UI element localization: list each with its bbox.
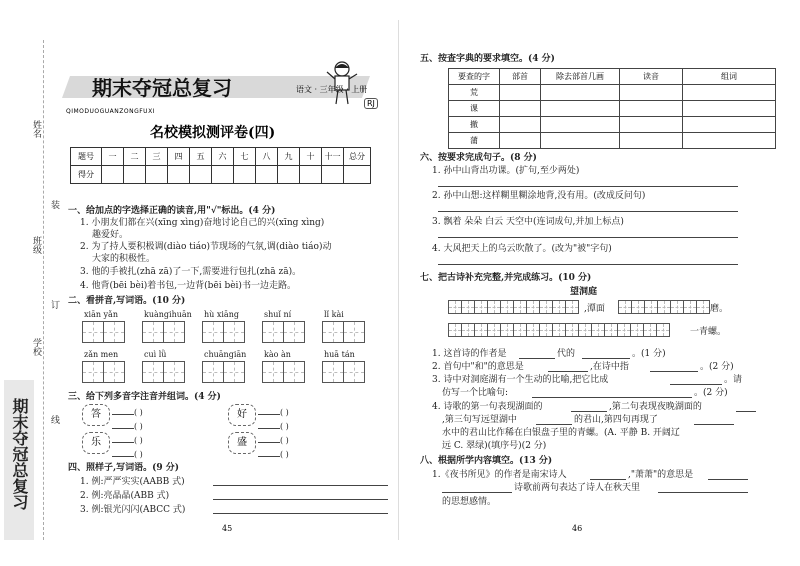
s4-item: 3. 例:银光闪闪(ABCC 式) xyxy=(80,505,186,515)
hanzi-cell[interactable] xyxy=(82,321,104,343)
dict-header-cell: 组词 xyxy=(683,69,776,85)
hanzi-cell[interactable] xyxy=(262,321,284,343)
section-2-title: 二、看拼音,写词语。(10 分) xyxy=(68,296,186,306)
dict-header-cell: 部首 xyxy=(500,69,541,85)
header-banner xyxy=(66,52,386,115)
answer-line[interactable] xyxy=(650,371,698,372)
answer-line[interactable] xyxy=(438,186,738,187)
dict-answer-cell[interactable] xyxy=(683,101,776,117)
score-header-cell: 一 xyxy=(102,148,124,166)
brand-title: 期末夺冠总复习 xyxy=(92,76,232,100)
answer-line[interactable] xyxy=(582,358,630,359)
hanzi-cell[interactable] xyxy=(343,321,365,343)
section-3-title: 三、给下列多音字注音并组词。(4 分) xyxy=(68,392,221,402)
hanzi-cell[interactable] xyxy=(262,361,284,383)
score-cell[interactable] xyxy=(146,166,168,184)
poem-cell[interactable] xyxy=(656,323,670,337)
poem-cell[interactable] xyxy=(474,300,488,314)
s8-line: 1.《夜书所见》的作者是南宋诗人 xyxy=(432,470,567,480)
pinyin-label: hù xiāng xyxy=(204,310,239,319)
score-cell[interactable] xyxy=(212,166,234,184)
brand-pinyin: QIMODUOGUANZONGFUXI xyxy=(66,108,155,115)
fold-mark: 订 xyxy=(49,300,59,309)
poem-cell[interactable] xyxy=(670,300,684,314)
score-cell[interactable] xyxy=(168,166,190,184)
pinyin-label: kào àn xyxy=(264,350,291,359)
s1-item: 大家的积极性。 xyxy=(92,254,156,264)
polyphone-blank[interactable] xyxy=(112,446,143,460)
s6-item: 2. 孙中山想:这样糊里糊涂地背,没有用。(改成反问句) xyxy=(432,191,646,201)
dict-char: 蒲 xyxy=(449,133,500,149)
s1-item: 趣爱好。 xyxy=(92,230,129,240)
poem-cell[interactable] xyxy=(617,323,631,337)
dict-answer-cell[interactable] xyxy=(620,101,683,117)
pinyin-label: zǎn men xyxy=(84,350,119,359)
poem-line-1-grid[interactable] xyxy=(448,300,578,314)
poem-cell[interactable] xyxy=(618,300,632,314)
section-4-title: 四、照样子,写词语。(9 分) xyxy=(68,463,180,473)
spine-brand-text: 期末夺冠总复习 xyxy=(10,398,29,510)
s7-q4b: ,第二句表现夜晚湖面的 xyxy=(609,402,702,412)
section-1-title: 一、给加点的字选择正确的读音,用"√"标出。(4 分) xyxy=(68,206,276,216)
score-header-cell: 总分 xyxy=(344,148,371,166)
hanzi-cell[interactable] xyxy=(82,361,104,383)
poem-cell[interactable] xyxy=(513,300,527,314)
score-table xyxy=(70,147,371,184)
score-header-cell: 九 xyxy=(278,148,300,166)
pinyin-label: cuì lǜ xyxy=(144,350,167,359)
dict-answer-cell[interactable] xyxy=(541,133,620,149)
dict-answer-cell[interactable] xyxy=(500,117,541,133)
dict-header-cell: 要查的字 xyxy=(449,69,500,85)
pinyin-label: shuǐ ní xyxy=(264,310,292,319)
dict-char: 撤 xyxy=(449,117,500,133)
dict-answer-cell[interactable] xyxy=(683,133,776,149)
s7-q3b: 。请 xyxy=(724,375,743,385)
section-7-title: 七、把古诗补充完整,并完成练习。(10 分) xyxy=(420,273,592,283)
s1-item: 4. 他背(bēi bèi)着书包,一边背(bēi bèi)书一边走路。 xyxy=(80,281,296,291)
s4-item: 1. 例:严严实实(AABB 式) xyxy=(80,477,185,487)
poem-cell[interactable] xyxy=(657,300,671,314)
answer-line[interactable] xyxy=(213,485,388,486)
dict-answer-cell[interactable] xyxy=(683,85,776,101)
dict-answer-cell[interactable] xyxy=(620,85,683,101)
answer-line[interactable] xyxy=(708,479,748,480)
score-header-cell: 二 xyxy=(124,148,146,166)
poem-cell[interactable] xyxy=(526,323,540,337)
polyphone-blank[interactable] xyxy=(258,404,289,418)
poem-cell[interactable] xyxy=(513,323,527,337)
answer-line[interactable] xyxy=(590,479,626,480)
hanzi-grid[interactable] xyxy=(202,361,244,387)
dict-answer-cell[interactable] xyxy=(620,133,683,149)
poem-title: 望洞庭 xyxy=(570,287,598,297)
answer-line[interactable] xyxy=(694,424,734,425)
pinyin-parens: ( ) xyxy=(134,450,143,459)
polyphone-blank[interactable] xyxy=(112,404,143,418)
poem-cell[interactable] xyxy=(461,323,475,337)
s6-item: 1. 孙中山背出功课。(扩句,至少两处) xyxy=(432,166,580,176)
school-field-label: 学校 xyxy=(31,338,41,356)
pinyin-label: xiān yǎn xyxy=(84,310,118,319)
s7-q1b: 代的 xyxy=(557,349,576,359)
pinyin-label: kuàngihuān xyxy=(144,310,192,319)
poem-line-2-grid[interactable] xyxy=(448,323,669,337)
hanzi-grid[interactable] xyxy=(82,321,124,347)
s7-q4c: ,第三句写远望湖中 xyxy=(442,415,517,425)
s7-q2b: ,在诗中指 xyxy=(590,362,629,372)
score-cell[interactable] xyxy=(124,166,146,184)
section-5-title: 五、按查字典的要求填空。(4 分) xyxy=(420,54,555,64)
pinyin-label: huā tán xyxy=(324,350,355,359)
dict-answer-cell[interactable] xyxy=(541,101,620,117)
poem-cell[interactable] xyxy=(630,323,644,337)
hanzi-cell[interactable] xyxy=(322,361,344,383)
score-header-cell: 八 xyxy=(256,148,278,166)
answer-line[interactable] xyxy=(438,211,738,212)
hanzi-grid[interactable] xyxy=(322,321,364,347)
polyphone-blank[interactable] xyxy=(112,418,143,432)
s1-item: 2. 为了持人要积极调(diào tiáo)节现场的气氛,调(diào tiáo)动 xyxy=(80,242,332,252)
hanzi-cell[interactable] xyxy=(223,321,245,343)
answer-line[interactable] xyxy=(213,499,388,500)
dict-answer-cell[interactable] xyxy=(500,133,541,149)
poem-cell[interactable] xyxy=(500,323,514,337)
dict-answer-cell[interactable] xyxy=(500,85,541,101)
s7-q3a: 3. 诗中对洞庭湖有一个生动的比喻,把它比成 xyxy=(432,375,609,385)
poem-cell[interactable] xyxy=(591,323,605,337)
page-divider xyxy=(398,20,399,540)
spine-brand xyxy=(4,380,34,540)
score-cell[interactable] xyxy=(256,166,278,184)
hanzi-grid[interactable] xyxy=(82,361,124,387)
poem-line-1b-grid[interactable] xyxy=(618,300,709,314)
s7-q1a: 1. 这首诗的作者是 xyxy=(432,349,507,359)
s7-q2a: 2. 首句中"和"的意思是 xyxy=(432,362,524,372)
s7-q4d: 的君山,第四句再现了 xyxy=(574,415,658,425)
s7-q1c: 。(1 分) xyxy=(632,349,666,359)
dict-header-cell: 除去部首几画 xyxy=(541,69,620,85)
score-header-cell: 五 xyxy=(190,148,212,166)
s6-item: 3. 飘着 朵朵 白云 天空中(连词成句,并加上标点) xyxy=(432,217,624,227)
subject-label: 语文 · 三年级 · 上册 xyxy=(296,85,368,94)
poem-cell[interactable] xyxy=(683,300,697,314)
edition-tag: RJ xyxy=(364,98,378,109)
answer-line[interactable] xyxy=(438,264,738,265)
s7-q3d: 。(2 分) xyxy=(694,388,728,398)
answer-line[interactable] xyxy=(536,424,572,425)
s6-item: 4. 大风把天上的乌云吹散了。(改为"被"字句) xyxy=(432,244,612,254)
poem-cell[interactable] xyxy=(500,300,514,314)
score-header-cell: 六 xyxy=(212,148,234,166)
pinyin-parens: ( ) xyxy=(134,408,143,417)
page-number-left: 45 xyxy=(222,524,233,533)
s7-q4a: 4. 诗歌的第一句表现湖面的 xyxy=(432,402,543,412)
answer-line[interactable] xyxy=(519,358,555,359)
score-header-cell: 四 xyxy=(168,148,190,166)
hanzi-cell[interactable] xyxy=(202,361,224,383)
poem-text: 一青螺。 xyxy=(690,327,727,337)
dict-answer-cell[interactable] xyxy=(541,85,620,101)
poem-cell[interactable] xyxy=(539,323,553,337)
answer-line[interactable] xyxy=(548,371,588,372)
polyphone-char: 答 xyxy=(82,404,110,426)
poem-text: 磨。 xyxy=(710,304,729,314)
poem-cell[interactable] xyxy=(487,300,501,314)
class-field-label: 班级 xyxy=(31,236,41,254)
hanzi-cell[interactable] xyxy=(142,321,164,343)
poem-cell[interactable] xyxy=(539,300,553,314)
hanzi-cell[interactable] xyxy=(343,361,365,383)
poem-cell[interactable] xyxy=(526,300,540,314)
score-header-cell: 十一 xyxy=(322,148,344,166)
poem-cell[interactable] xyxy=(578,323,592,337)
dict-answer-cell[interactable] xyxy=(683,117,776,133)
polyphone-char: 盛 xyxy=(228,432,256,454)
polyphone-char: 乐 xyxy=(82,432,110,454)
section-6-title: 六、按要求完成句子。(8 分) xyxy=(420,153,537,163)
score-header-cell: 十 xyxy=(300,148,322,166)
score-cell[interactable] xyxy=(344,166,371,184)
poem-cell[interactable] xyxy=(696,300,710,314)
hanzi-cell[interactable] xyxy=(103,321,125,343)
score-header-cell: 七 xyxy=(234,148,256,166)
answer-line[interactable] xyxy=(658,492,748,493)
poem-cell[interactable] xyxy=(448,323,462,337)
dict-answer-cell[interactable] xyxy=(620,117,683,133)
hanzi-grid[interactable] xyxy=(322,361,364,387)
s8-line: ,"萧萧"的意思是 xyxy=(628,470,694,480)
score-cell[interactable] xyxy=(322,166,344,184)
hanzi-cell[interactable] xyxy=(202,321,224,343)
hanzi-grid[interactable] xyxy=(262,321,304,347)
answer-line[interactable] xyxy=(571,411,607,412)
score-cell[interactable] xyxy=(300,166,322,184)
hanzi-grid[interactable] xyxy=(142,361,184,387)
hanzi-grid[interactable] xyxy=(262,361,304,387)
s7-q4e: 水中的君山比作稀在白银盘子里的青螺。(A. 平静 B. 开阔辽 xyxy=(442,428,680,438)
hanzi-cell[interactable] xyxy=(163,321,185,343)
poem-cell[interactable] xyxy=(474,323,488,337)
page-number-right: 46 xyxy=(572,524,583,533)
answer-line[interactable] xyxy=(213,513,388,514)
pinyin-parens: ( ) xyxy=(280,450,289,459)
answer-line[interactable] xyxy=(438,237,738,238)
s8-line: 诗歌前两句表达了诗人在秋天里 xyxy=(514,483,641,493)
pinyin-parens: ( ) xyxy=(280,408,289,417)
polyphone-char: 好 xyxy=(228,404,256,426)
poem-cell[interactable] xyxy=(604,323,618,337)
fold-line xyxy=(43,40,44,540)
score-cell[interactable] xyxy=(234,166,256,184)
poem-cell[interactable] xyxy=(565,300,579,314)
answer-line[interactable] xyxy=(532,397,692,398)
answer-line[interactable] xyxy=(670,384,722,385)
s4-item: 2. 例:亮晶晶(ABB 式) xyxy=(80,491,170,501)
s7-q4f: 远 C. 翠绿)(填序号)(2 分) xyxy=(442,441,547,451)
s7-q3c: 仿写一个比喻句: xyxy=(442,388,509,398)
polyphone-blank[interactable] xyxy=(112,432,143,446)
hanzi-cell[interactable] xyxy=(103,361,125,383)
score-cell[interactable] xyxy=(102,166,124,184)
poem-cell[interactable] xyxy=(643,323,657,337)
dict-answer-cell[interactable] xyxy=(500,101,541,117)
poem-text: ,潭面 xyxy=(584,304,605,314)
score-cell[interactable] xyxy=(190,166,212,184)
pinyin-parens: ( ) xyxy=(280,436,289,445)
binding-strip xyxy=(0,0,60,566)
fold-mark: 线 xyxy=(49,415,59,424)
answer-line[interactable] xyxy=(442,492,512,493)
pinyin-label: lǐ kài xyxy=(324,310,344,319)
hanzi-cell[interactable] xyxy=(283,361,305,383)
score-header-cell: 三 xyxy=(146,148,168,166)
hanzi-cell[interactable] xyxy=(322,321,344,343)
dictionary-table xyxy=(448,68,776,149)
score-cell[interactable] xyxy=(278,166,300,184)
score-header-cell: 题号 xyxy=(71,148,102,166)
poem-cell[interactable] xyxy=(644,300,658,314)
hanzi-cell[interactable] xyxy=(163,361,185,383)
hanzi-grid[interactable] xyxy=(202,321,244,347)
answer-line[interactable] xyxy=(736,411,756,412)
polyphone-blank[interactable] xyxy=(258,432,289,446)
s1-item: 3. 他的手被扎(zhā zā)了一下,需要进行包扎(zhā zā)。 xyxy=(80,267,302,277)
hanzi-cell[interactable] xyxy=(142,361,164,383)
student-illustration xyxy=(324,60,360,106)
pinyin-parens: ( ) xyxy=(280,422,289,431)
fold-mark: 装 xyxy=(49,200,59,209)
dict-char: 课 xyxy=(449,101,500,117)
poem-cell[interactable] xyxy=(461,300,475,314)
poem-cell[interactable] xyxy=(487,323,501,337)
paper-title: 名校模拟测评卷(四) xyxy=(150,125,276,141)
poem-cell[interactable] xyxy=(552,300,566,314)
pinyin-parens: ( ) xyxy=(134,436,143,445)
dict-header-cell: 读音 xyxy=(620,69,683,85)
pinyin-parens: ( ) xyxy=(134,422,143,431)
section-8-title: 八、根据所学内容填空。(13 分) xyxy=(420,456,553,466)
polyphone-blank[interactable] xyxy=(258,418,289,432)
poem-cell[interactable] xyxy=(631,300,645,314)
name-field-label: 姓名 xyxy=(31,120,41,138)
poem-cell[interactable] xyxy=(448,300,462,314)
s8-line: 的思想感情。 xyxy=(442,497,497,507)
hanzi-cell[interactable] xyxy=(223,361,245,383)
poem-cell[interactable] xyxy=(552,323,566,337)
s1-item: 1. 小朋友们都在兴(xīng xìng)奋地讨论自己的兴(xīng xìng) xyxy=(80,218,325,228)
dict-char: 荒 xyxy=(449,85,500,101)
dict-answer-cell[interactable] xyxy=(541,117,620,133)
s7-q2c: 。(2 分) xyxy=(700,362,734,372)
hanzi-grid[interactable] xyxy=(142,321,184,347)
poem-cell[interactable] xyxy=(565,323,579,337)
pinyin-label: chuāngiān xyxy=(204,350,247,359)
hanzi-cell[interactable] xyxy=(283,321,305,343)
polyphone-blank[interactable] xyxy=(258,446,289,460)
score-row-label: 得分 xyxy=(71,166,102,184)
